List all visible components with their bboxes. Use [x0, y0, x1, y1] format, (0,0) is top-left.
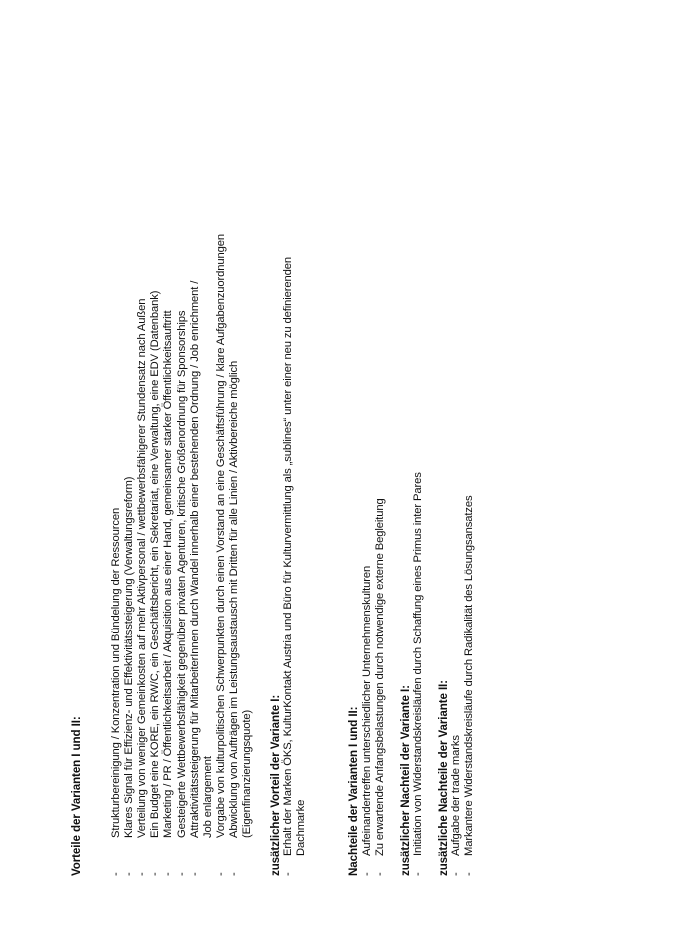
list-item-continuation — [202, 56, 215, 876]
list-item-text: Ein Budget eine KORE, ein RW/C, ein Geschäftsbericht, ein Sekretariat, eine Verwaltung, eine EDV (Datenbank) — [149, 290, 162, 838]
list-item-text: Dachmarke — [295, 799, 308, 856]
list-item-text: (Eigenfinanzierungsquote) — [241, 709, 254, 838]
section-list — [412, 56, 425, 876]
list-item-text: Verteilung von weniger Gemeinkosten auf mehr Aktivpersonal / wettbewerbsfähigerer Stundensatz nach Außen — [136, 298, 149, 838]
list-item — [215, 56, 228, 876]
list-item — [374, 56, 387, 876]
section-list — [361, 56, 387, 876]
list-item — [361, 56, 374, 876]
section-vorteil-variante-1 — [269, 56, 308, 876]
list-item-text: Aufeinandertreffen unterschiedlicher Unternehmenskulturen — [360, 565, 373, 856]
bullet-dash: - — [123, 872, 136, 876]
list-item-text: Strukturbereinigung / Konzentration und Bündelung der Ressourcen — [110, 507, 123, 838]
list-item-continuation — [241, 56, 254, 876]
section-list — [282, 56, 308, 876]
main-heading: Vorteile der Varianten I und II: — [70, 716, 83, 876]
list-item — [412, 56, 425, 876]
list-item — [123, 56, 136, 876]
list-item-text: Job enlargement — [201, 756, 214, 838]
bullet-dash: - — [175, 872, 188, 876]
list-item — [228, 56, 241, 876]
list-item — [189, 56, 202, 876]
section-nachteile-varianten — [347, 56, 386, 876]
list-item — [110, 56, 123, 876]
section-nachteile-variante-2 — [437, 56, 476, 876]
bullet-dash: - — [449, 872, 462, 876]
list-item-text: Marketing / PR / Öffentlichkeitsarbeit / Akquisition aus einer Hand, gemeinsamer starker Öffentlichkeitsauftritt — [162, 310, 175, 838]
list-item — [136, 56, 149, 876]
list-item-text: Vorgabe von kulturpolitischen Schwerpunkten durch einen Vorstand an eine Geschäftsführung / klare Aufgabenzuordnungen — [214, 233, 227, 838]
bullet-dash: - — [188, 872, 201, 876]
section-nachteil-variante-1 — [399, 56, 425, 876]
section-list — [450, 56, 476, 876]
bullet-dash: - — [110, 872, 123, 876]
bullet-dash: - — [282, 872, 295, 876]
list-item-text: Erhalt der Marken ÖKS, KulturKontakt Austria und Büro für Kulturvermittlung als „sublines“ unter einer neu zu definierenden — [282, 257, 295, 856]
list-item-continuation — [295, 56, 308, 876]
bullet-dash: - — [463, 872, 476, 876]
list-item-text: Abwicklung von Aufträgen im Leistungsaustausch mit Dritten für alle Linien / Aktivbereiche möglich — [227, 360, 240, 838]
list-item-text: Initiation von Widerstandskreisläufen durch Schaffung eines Primus inter Pares — [411, 472, 424, 856]
list-item — [176, 56, 189, 876]
document-body — [70, 56, 476, 876]
list-item — [463, 56, 476, 876]
list-item-text: Gesteigerte Wettbewerbsfähigkeit gegenüber privaten Agenturen, kritische Größenordnung für Sponsorships — [175, 310, 188, 838]
bullet-dash: - — [373, 872, 386, 876]
section-heading: zusätzlicher Nachteil der Variante I: — [398, 685, 412, 876]
list-item — [450, 56, 463, 876]
section-heading: zusätzliche Nachteile der Variante II: — [436, 680, 450, 876]
list-item-text: Zu erwartende Anfangsbelastungen durch notwendige externe Begleitung — [373, 498, 386, 856]
list-item-text: Markantere Widerstandskreisläufe durch Radikalität des Lösungsansatzes — [463, 495, 476, 856]
list-item-text: Klares Signal für Effizienz- und Effektivitätssteigerung (Verwaltungsreform) — [123, 476, 136, 838]
section-heading: zusätzlicher Vorteil der Variante I: — [269, 694, 283, 876]
list-item-text: Aufgabe der trade marks — [449, 735, 462, 856]
bullet-dash: - — [149, 872, 162, 876]
bullet-dash: - — [162, 872, 175, 876]
bullet-dash: - — [227, 872, 240, 876]
bullet-dash: - — [136, 872, 149, 876]
list-item — [162, 56, 175, 876]
section-heading: Nachteile der Varianten I und II: — [347, 706, 361, 876]
advantages-list — [110, 56, 254, 876]
bullet-dash: - — [214, 872, 227, 876]
bullet-dash: - — [411, 872, 424, 876]
list-item — [282, 56, 295, 876]
bullet-dash: - — [360, 872, 373, 876]
list-item — [149, 56, 162, 876]
list-item-text: Attraktivitätssteigerung für MitarbeiterInnen durch Wandel innerhalb einer bestehenden Ordnung / Job enrichment / — [188, 280, 201, 838]
